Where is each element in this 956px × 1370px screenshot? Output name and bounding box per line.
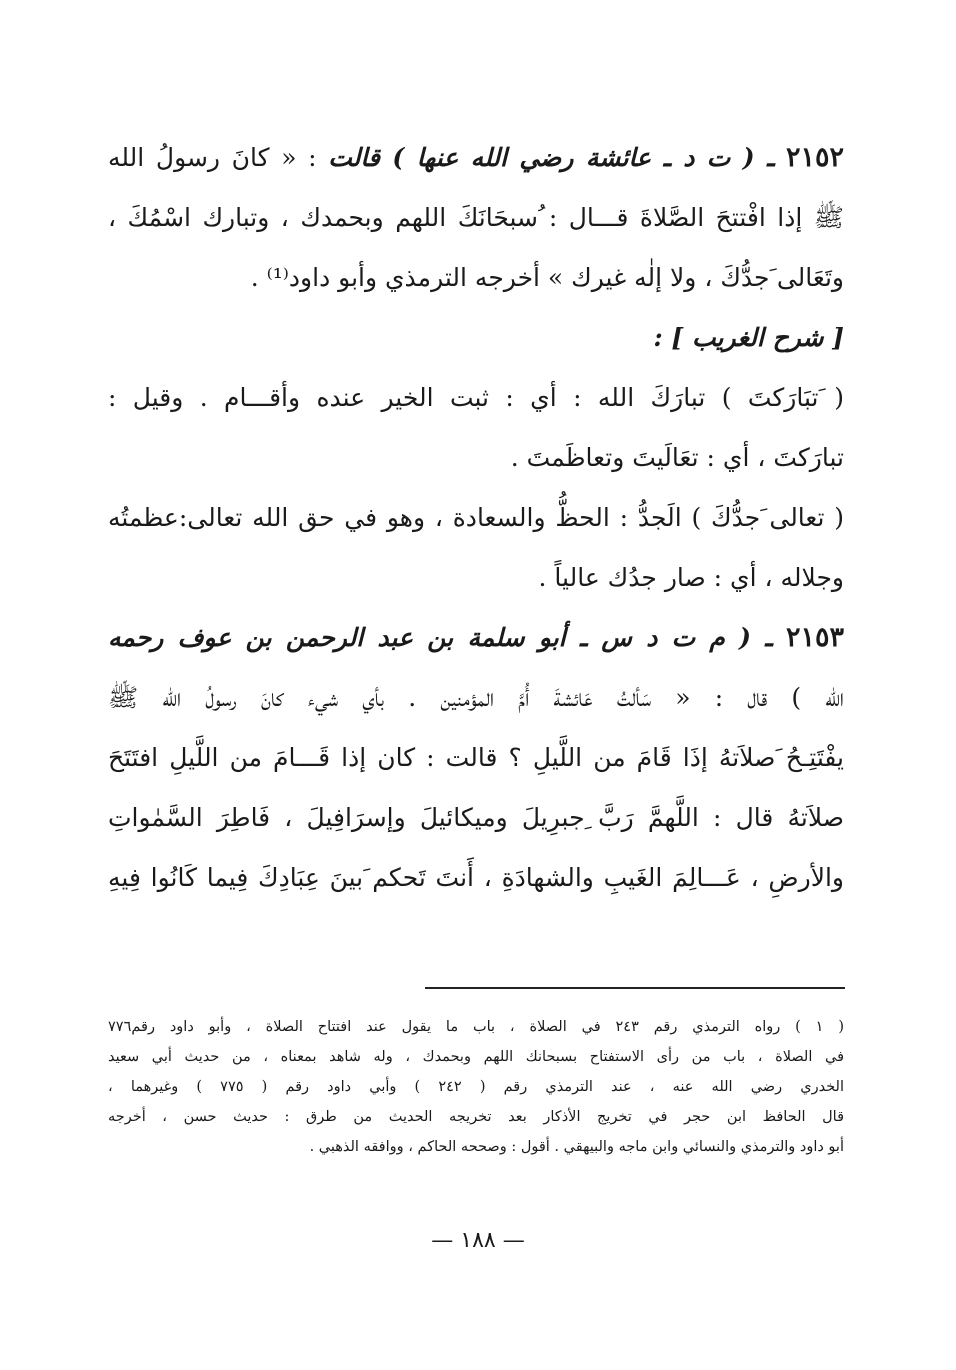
hadith-2152-line-2: ﷺ إذا افْتتحَ الصَّلاةَ قـــال : ُسبحَانَكَ اللهم وبحمدك ، وتبارك اسْمُكَ ، bbox=[108, 203, 844, 232]
footnote-line-2: في الصلاة ، باب من رأى الاستفتاح بسبحانك اللهم وبحمدك ، وله شاهد بمعناه ، من حديث أبي سعيد bbox=[108, 1049, 844, 1065]
gharib-line-4: وجلاله ، أي : صار جدُك عالياً . bbox=[538, 563, 844, 592]
hadith-2153-line-3: َيفْتَتِـحُ َصلاَتهُ إذَا قَامَ من اللَّيلِ ؟ قالت : كان إذا قَـــامَ من اللَّيلِ افتَتَحَ bbox=[108, 743, 844, 772]
gharib-heading bbox=[108, 308, 844, 368]
hadith-2153-line-4: َصلاَتهُ قال : اللَّهمَّ رَبَّ ِجبرِيلَ وميكائيلَ وإسرَافِيلَ ، فَاطِرَ السَّمٰواتِ bbox=[108, 803, 844, 832]
hadith-2153-line-1 bbox=[108, 608, 844, 668]
footnote-line-1: ( ١ ) رواه الترمذي رقم ٢٤٣ في الصلاة ، باب ما يقول عند افتتاح الصلاة ، وأبو داود رقم٧٧٦ bbox=[108, 1019, 844, 1035]
footnote-divider bbox=[425, 987, 845, 989]
hadith-source: ـ ( ت د ـ عائشة رضي الله عنها ) قالت bbox=[328, 143, 775, 172]
page-number: — ١٨٨ — bbox=[431, 1228, 525, 1253]
footnote-line-4: قال الحافظ ابن حجر في تخريج الأذكار بعد تخريجه الحديث من طرق : حديث حسن ، أخرجه bbox=[108, 1109, 844, 1125]
footnote-line-3: الخدري رضي الله عنه ، عند الترمذي رقم ( ٢٤٢ ) وأبي داود رقم ( ٧٧٥ ) وغيرهما ، bbox=[108, 1079, 844, 1095]
hadith-2152-line-1 bbox=[108, 128, 844, 188]
hadith-source: ـ ( م ت د س ـ أبو سلمة بن عبد الرحمن بن عوف رحمه bbox=[108, 623, 773, 652]
hadith-text: : « كانَ رسولُ الله bbox=[108, 143, 317, 172]
section-heading: [ شرح الغريب ] : bbox=[653, 323, 844, 352]
gharib-line-3: ( تعالى َجدُّكَ ) الَجدُّ : الحظُّ والسعادة ، وهو في حق الله تعالى:عظمتُه bbox=[108, 503, 844, 532]
hadith-number: ٢١٥٢ bbox=[785, 142, 844, 173]
footnotes bbox=[108, 1012, 844, 1162]
hadith-2153-line-5: والأرضِ ، عَـــالِمَ الغَيبِ والشهادَةِ ، أَنتَ تَحكم َبينَ عِبَادِكَ فِيما كَانُوا فِيهِ bbox=[108, 863, 844, 892]
hadith-number: ٢١٥٣ bbox=[785, 622, 844, 653]
gharib-line-1: ( َتبَارَكتَ ) تبارَكَ الله : أي : ثبت الخير عنده وأقـــام . وقيل : bbox=[108, 383, 844, 412]
hadith-2153-line-2: الله ) قال : « سَألتُ عَائشةَ أُمَّ المؤمنين . بأي شيء كانَ رسولُ الله ﷺ bbox=[108, 683, 844, 712]
main-text bbox=[108, 128, 844, 908]
footnote-line-5: أبو داود والترمذي والنسائي وابن ماجه والبيهقي . أقول : وصححه الحاكم ، ووافقه الذهبي . bbox=[309, 1139, 844, 1155]
gharib-line-2: تبارَكتَ ، أي : تعَالَيتَ وتعاظَمتَ . bbox=[510, 443, 844, 472]
hadith-2152-line-3: وتَعَالى َجدُّكَ ، ولا إلٰه غيرك » أخرجه الترمذي وأبو داود⁽¹⁾ . bbox=[250, 263, 844, 292]
